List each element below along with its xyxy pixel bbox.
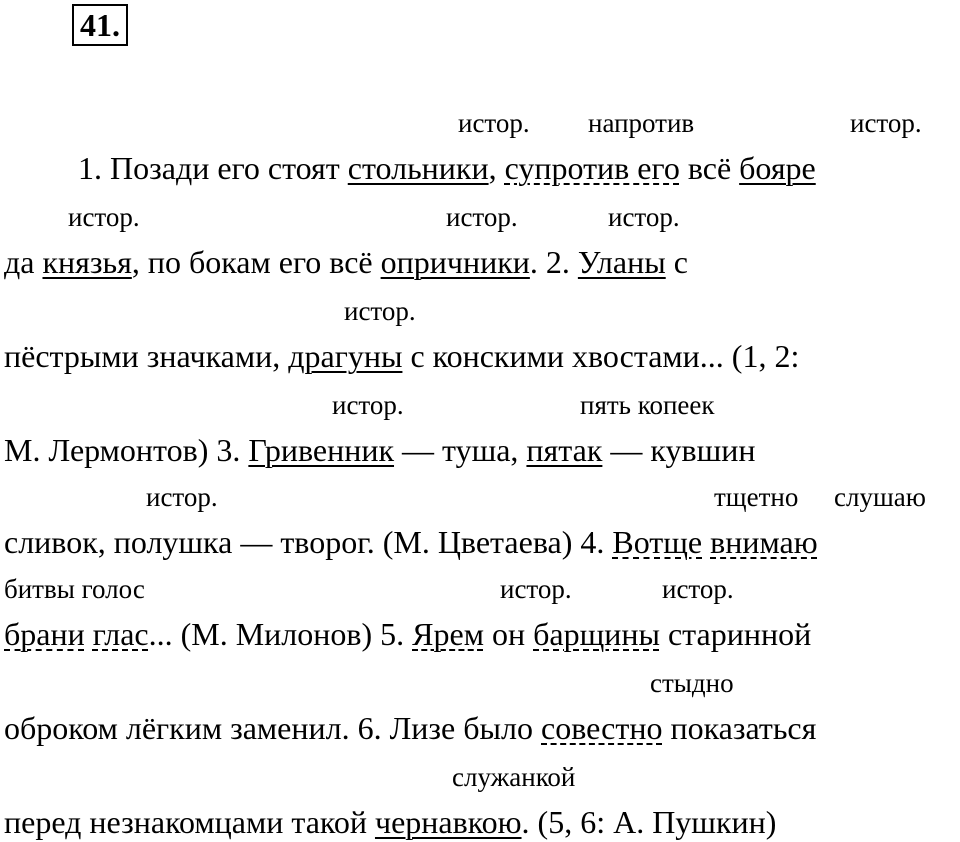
underlined-word: стольники (347, 150, 489, 186)
text-fragment: всё (679, 150, 740, 186)
text-fragment: 1. Позади его стоят (78, 150, 348, 186)
text-fragment: перед незнакомцами такой (4, 804, 375, 840)
annotation-slushayu: слушаю (834, 482, 926, 512)
dashed-underlined-word: глас (92, 616, 149, 652)
text-fragment: — кувшин (602, 432, 756, 468)
text-fragment: . 2. (529, 244, 578, 280)
annotation-sluzhankoy: служанкой (452, 762, 576, 792)
text-fragment: да (4, 244, 43, 280)
text-fragment (85, 616, 93, 652)
text-fragment: старинной (659, 616, 812, 652)
text-fragment: М. Лермонтов) 3. (4, 432, 249, 468)
annotation-stydno: стыдно (650, 668, 734, 698)
text-line-4 (4, 432, 755, 468)
annotation-istor: истор. (850, 108, 922, 138)
underlined-word: чернавкою (374, 804, 522, 840)
dashed-underlined-word: брани (4, 616, 85, 652)
annotation-istor: истор. (332, 390, 404, 420)
dashed-underlined-word: супротив его (504, 150, 680, 186)
annotation-tshchetno: тщетно (714, 482, 799, 512)
text-line-6 (4, 616, 811, 652)
annotation-istor: истор. (344, 296, 416, 326)
text-fragment: сливок, полушка — творог. (М. Цветаева) 4. (4, 524, 613, 560)
dashed-underlined-word: внимаю (710, 524, 818, 560)
annotation-naprotiv: напротив (588, 108, 695, 138)
text-fragment: — туша, (394, 432, 527, 468)
text-line-7 (4, 710, 816, 746)
underlined-word: бояре (739, 150, 816, 186)
dashed-underlined-word: совестно (541, 710, 663, 746)
text-line-1 (78, 150, 816, 186)
annotation-istor: истор. (500, 574, 572, 604)
dashed-underlined-word: барщины (533, 616, 660, 652)
text-fragment: пёстрыми значками, (4, 338, 289, 374)
underlined-word: Уланы (577, 244, 666, 280)
text-fragment: оброком лёгким заменил. 6. Лизе было (4, 710, 541, 746)
underlined-word: пятак (526, 432, 603, 468)
text-fragment: показаться (662, 710, 817, 746)
dashed-underlined-word: Вотще (612, 524, 703, 560)
text-fragment: . (5, 6: А. Пушкин) (521, 804, 777, 840)
exercise-number: 41. (72, 4, 128, 46)
text-fragment: с конскими хвостами... (1, 2: (402, 338, 800, 374)
text-line-3 (4, 338, 799, 374)
annotation-pyat-kopeek: пять копеек (580, 390, 715, 420)
text-fragment: , (488, 150, 505, 186)
text-line-8 (4, 804, 776, 840)
text-line-2 (4, 244, 688, 280)
text-fragment (702, 524, 710, 560)
annotation-istor: истор. (662, 574, 734, 604)
text-fragment: ... (М. Милонов) 5. (148, 616, 413, 652)
text-fragment: он (483, 616, 534, 652)
annotation-istor: истор. (458, 108, 530, 138)
text-line-5 (4, 524, 818, 560)
underlined-word: опричники (380, 244, 530, 280)
text-fragment: , по бокам его всё (131, 244, 381, 280)
annotation-istor: истор. (608, 202, 680, 232)
dashed-underlined-word: Ярем (412, 616, 484, 652)
underlined-word: князья (42, 244, 132, 280)
underlined-word: Гривенник (248, 432, 395, 468)
text-fragment: с (665, 244, 688, 280)
annotation-istor: истор. (146, 482, 218, 512)
annotation-bitvy-golos: битвы голос (4, 574, 145, 604)
annotation-istor: истор. (68, 202, 140, 232)
underlined-word: драгуны (288, 338, 403, 374)
annotation-istor: истор. (446, 202, 518, 232)
